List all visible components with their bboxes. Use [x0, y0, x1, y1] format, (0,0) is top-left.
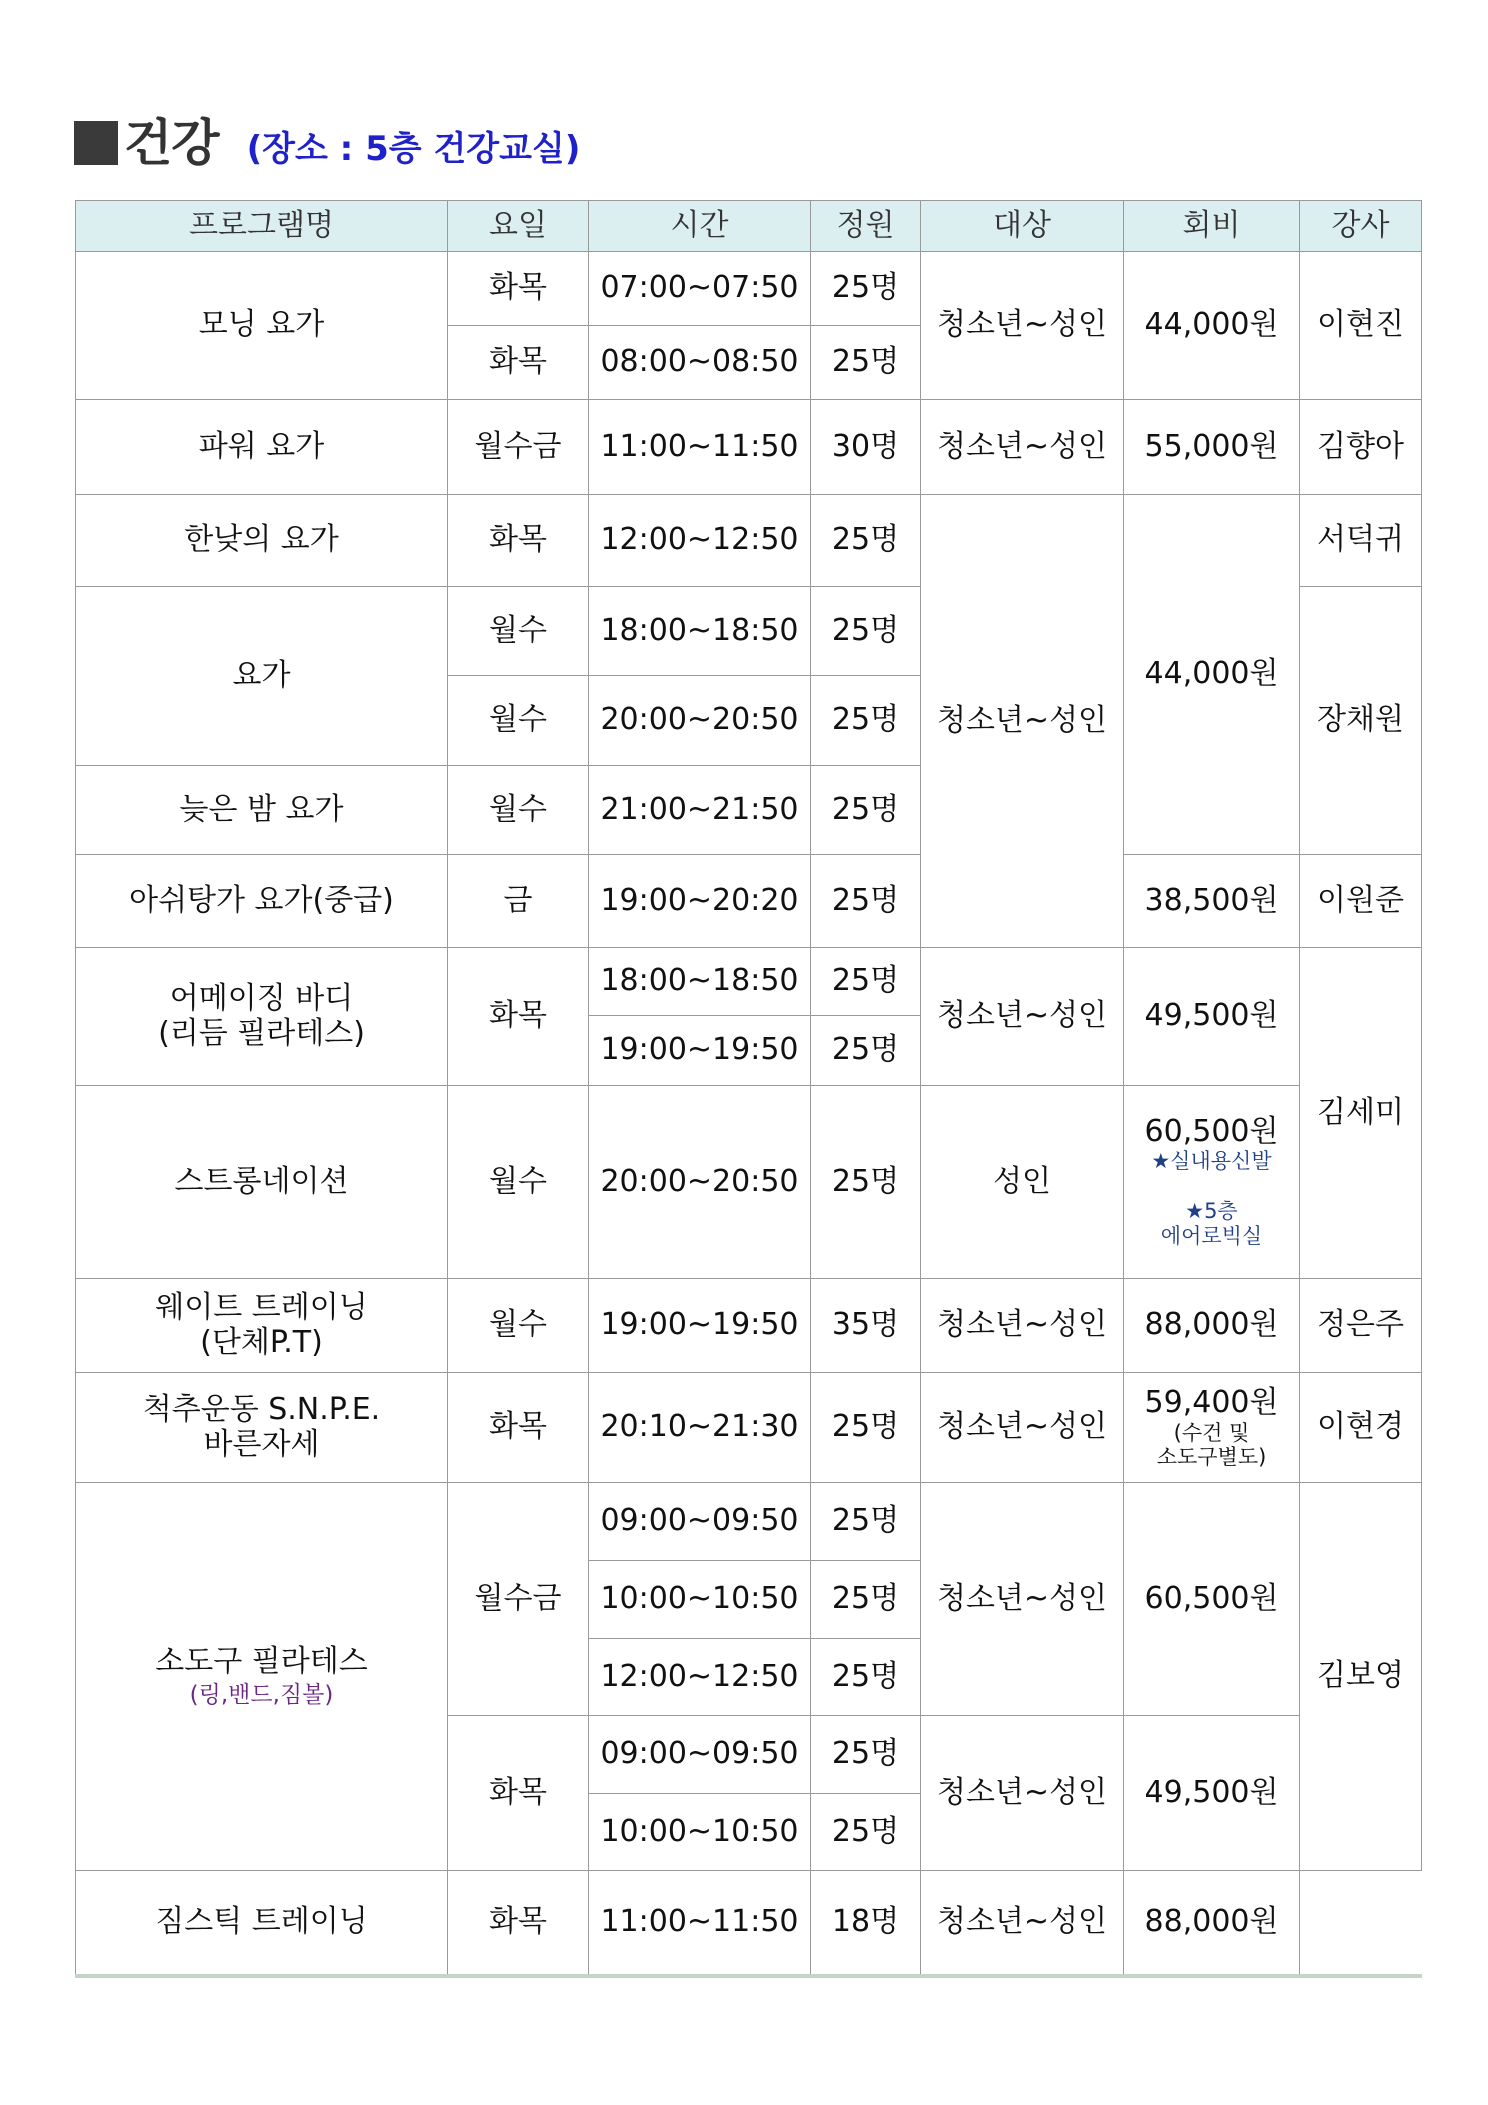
- day-cell: 금: [448, 855, 589, 948]
- capacity-cell: 25명: [811, 252, 921, 326]
- day-cell: 화목: [448, 326, 589, 400]
- instructor-cell: 이현진: [1300, 252, 1422, 400]
- fee-note-line2: 소도구별도): [1156, 1444, 1267, 1469]
- capacity-cell: 25명: [811, 1016, 921, 1086]
- target-cell: 청소년~성인: [921, 1279, 1124, 1373]
- instructor-cell: 김세미: [1300, 948, 1422, 1279]
- capacity-cell: 25명: [811, 1794, 921, 1871]
- time-cell: 11:00~11:50: [589, 400, 811, 495]
- header-instructor: 강사: [1300, 201, 1422, 252]
- program-name: 요가: [76, 587, 448, 766]
- table-header-row: [76, 201, 1422, 252]
- target-cell: 청소년~성인: [921, 1483, 1124, 1716]
- time-cell: 21:00~21:50: [589, 766, 811, 855]
- fee-cell: 38,500원: [1124, 855, 1300, 948]
- target-cell: 청소년~성인: [921, 1871, 1124, 1976]
- capacity-cell: 25명: [811, 1373, 921, 1483]
- day-cell: 월수금: [448, 400, 589, 495]
- table-row: [76, 1483, 1422, 1561]
- instructor-cell: 김보영: [1300, 1483, 1422, 1871]
- day-cell: 화목: [448, 252, 589, 326]
- time-cell: 20:10~21:30: [589, 1373, 811, 1483]
- time-cell: 12:00~12:50: [589, 1639, 811, 1716]
- day-cell: 월수: [448, 1086, 589, 1279]
- time-cell: 19:00~20:20: [589, 855, 811, 948]
- header-day: 요일: [448, 201, 589, 252]
- target-cell: 청소년~성인: [921, 948, 1124, 1086]
- target-cell: 성인: [921, 1086, 1124, 1279]
- header-fee: 회비: [1124, 201, 1300, 252]
- target-cell: 청소년~성인: [921, 1716, 1124, 1871]
- time-cell: 12:00~12:50: [589, 495, 811, 587]
- instructor-cell: 서덕귀: [1300, 495, 1422, 587]
- capacity-cell: 25명: [811, 326, 921, 400]
- fee-cell: [1124, 1373, 1300, 1483]
- instructor-cell: 김향아: [1300, 400, 1422, 495]
- day-cell: 월수: [448, 587, 589, 676]
- time-cell: 18:00~18:50: [589, 587, 811, 676]
- table-row: [76, 400, 1422, 495]
- capacity-cell: 30명: [811, 400, 921, 495]
- program-name-line2: (리듬 필라테스): [158, 1015, 365, 1051]
- capacity-cell: 25명: [811, 676, 921, 766]
- time-cell: 07:00~07:50: [589, 252, 811, 326]
- header-program: 프로그램명: [76, 201, 448, 252]
- program-name-line2: 바른자세: [203, 1426, 320, 1462]
- fee-cell: 44,000원: [1124, 252, 1300, 400]
- program-name-line2: (단체P.T): [200, 1324, 323, 1360]
- time-cell: 19:00~19:50: [589, 1279, 811, 1373]
- section-title: 건강: [124, 114, 219, 172]
- fee-note-line1: (수건 및: [1173, 1420, 1250, 1445]
- program-name: 늦은 밤 요가: [76, 766, 448, 855]
- header-time: 시간: [589, 201, 811, 252]
- day-cell: 월수금: [448, 1483, 589, 1716]
- capacity-cell: 25명: [811, 855, 921, 948]
- fee-cell: 49,500원: [1124, 1716, 1300, 1871]
- program-name-line1: 어메이징 바디: [169, 981, 354, 1016]
- fee-cell: 88,000원: [1124, 1871, 1300, 1976]
- capacity-cell: 25명: [811, 587, 921, 676]
- program-name: 한낮의 요가: [76, 495, 448, 587]
- time-cell: 18:00~18:50: [589, 948, 811, 1016]
- day-cell: 화목: [448, 1373, 589, 1483]
- program-name: 모닝 요가: [76, 252, 448, 400]
- black-square-icon: [74, 121, 118, 165]
- day-cell: 화목: [448, 495, 589, 587]
- capacity-cell: 25명: [811, 1716, 921, 1794]
- program-name: [76, 1373, 448, 1483]
- program-name: 스트롱네이션: [76, 1086, 448, 1279]
- day-cell: 월수: [448, 766, 589, 855]
- instructor-cell: 장채원: [1300, 587, 1422, 855]
- program-name-main: 소도구 필라테스: [155, 1644, 368, 1680]
- program-props-note: (링,밴드,짐볼): [189, 1681, 334, 1708]
- fee-note-shoes: ★실내용신발: [1151, 1149, 1272, 1174]
- target-cell: 청소년~성인: [921, 1373, 1124, 1483]
- section-location: (장소 : 5층 건강교실): [246, 128, 581, 169]
- table-row: [76, 1086, 1422, 1279]
- time-cell: 09:00~09:50: [589, 1483, 811, 1561]
- program-name: 아쉬탕가 요가(중급): [76, 855, 448, 948]
- fee-cell: 88,000원: [1124, 1279, 1300, 1373]
- fee-cell: 44,000원: [1124, 495, 1300, 855]
- instructor-cell: 이현경: [1300, 1373, 1422, 1483]
- program-name-line1: 웨이트 트레이닝: [155, 1290, 368, 1325]
- table-row: [76, 948, 1422, 1016]
- table-row: [76, 1871, 1422, 1976]
- time-cell: 08:00~08:50: [589, 326, 811, 400]
- table-row: [76, 855, 1422, 948]
- table-row: [76, 252, 1422, 326]
- day-cell: 화목: [448, 948, 589, 1086]
- fee-cell: 55,000원: [1124, 400, 1300, 495]
- program-name: [76, 1483, 448, 1871]
- time-cell: 10:00~10:50: [589, 1561, 811, 1639]
- program-table: [75, 200, 1422, 1978]
- capacity-cell: 35명: [811, 1279, 921, 1373]
- fee-note-room-line2: 에어로빅실: [1160, 1223, 1263, 1248]
- table-row: [76, 1373, 1422, 1483]
- day-cell: 화목: [448, 1716, 589, 1871]
- program-name: 파워 요가: [76, 400, 448, 495]
- capacity-cell: 25명: [811, 495, 921, 587]
- header-target: 대상: [921, 201, 1124, 252]
- day-cell: 화목: [448, 1871, 589, 1976]
- capacity-cell: 25명: [811, 1639, 921, 1716]
- time-cell: 11:00~11:50: [589, 1871, 811, 1976]
- day-cell: 월수: [448, 1279, 589, 1373]
- fee-cell: 49,500원: [1124, 948, 1300, 1086]
- program-name: 짐스틱 트레이닝: [76, 1871, 448, 1976]
- target-cell: 청소년~성인: [921, 495, 1124, 948]
- capacity-cell: 25명: [811, 766, 921, 855]
- capacity-cell: 25명: [811, 1086, 921, 1279]
- time-cell: 20:00~20:50: [589, 676, 811, 766]
- fee-amount: 60,500원: [1144, 1113, 1279, 1149]
- table-row: [76, 495, 1422, 587]
- instructor-cell: 이원준: [1300, 855, 1422, 948]
- section-heading: [74, 104, 580, 174]
- time-cell: 19:00~19:50: [589, 1016, 811, 1086]
- fee-cell: 60,500원: [1124, 1483, 1300, 1716]
- capacity-cell: 18명: [811, 1871, 921, 1976]
- capacity-cell: 25명: [811, 1483, 921, 1561]
- day-cell: 월수: [448, 676, 589, 766]
- instructor-cell: 정은주: [1300, 1279, 1422, 1373]
- program-name: [76, 948, 448, 1086]
- fee-note-room-line1: ★5층: [1185, 1198, 1238, 1223]
- target-cell: 청소년~성인: [921, 400, 1124, 495]
- fee-amount: 59,400원: [1144, 1385, 1279, 1421]
- program-name: [76, 1279, 448, 1373]
- program-name-line1: 척추운동 S.N.P.E.: [142, 1392, 381, 1427]
- capacity-cell: 25명: [811, 1561, 921, 1639]
- time-cell: 09:00~09:50: [589, 1716, 811, 1794]
- table-row: [76, 1279, 1422, 1373]
- time-cell: 10:00~10:50: [589, 1794, 811, 1871]
- target-cell: 청소년~성인: [921, 252, 1124, 400]
- header-capacity: 정원: [811, 201, 921, 252]
- time-cell: 20:00~20:50: [589, 1086, 811, 1279]
- capacity-cell: 25명: [811, 948, 921, 1016]
- fee-cell: [1124, 1086, 1300, 1279]
